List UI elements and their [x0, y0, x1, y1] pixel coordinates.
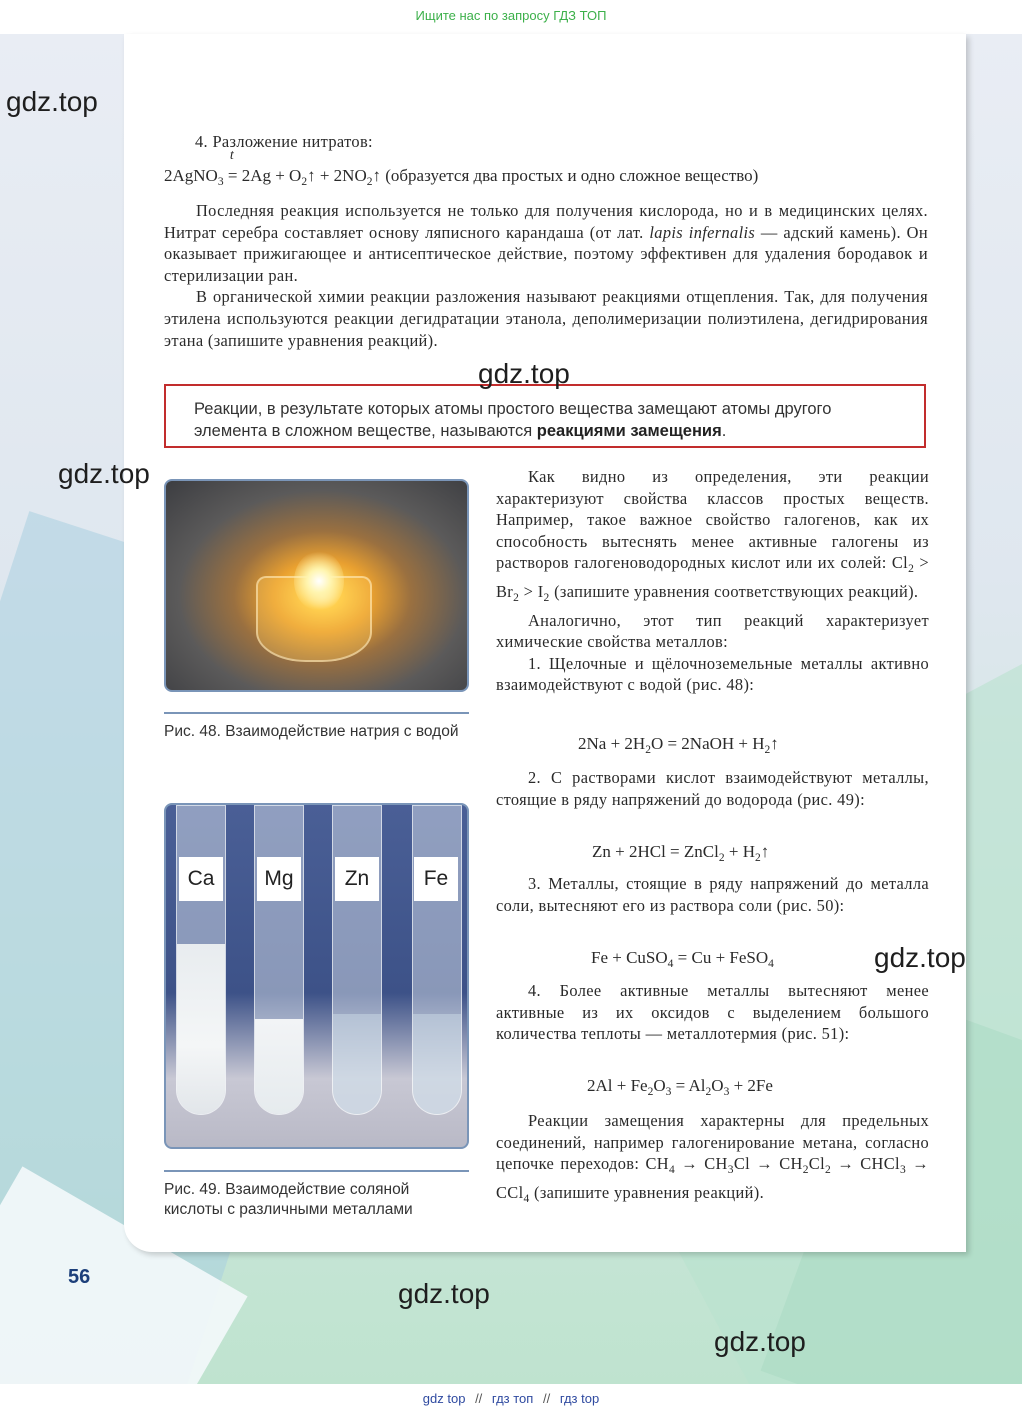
figure-49-caption: Рис. 49. Взаимодействие соляной кислоты с различными металлами	[164, 1181, 413, 1218]
page-number: 56	[68, 1266, 91, 1288]
paragraph-text: 4. Более активные металлы вытесняют менее активные из их оксидов с выделением большого количества теплоты — металлотермия (рис. 51):	[496, 981, 929, 1044]
search-hint-bar	[0, 0, 1022, 34]
watermark: gdz.top	[714, 1326, 806, 1357]
tube-label-zn: Zn	[335, 857, 379, 901]
watermark: gdz.top	[6, 86, 98, 117]
definition-box	[164, 384, 926, 448]
equation-note: (образуется два простых и одно сложное вещество)	[385, 166, 759, 185]
watermark: gdz.top	[58, 458, 150, 489]
footer-link[interactable]: гдз топ	[491, 1391, 534, 1406]
metallothermy-paragraph	[496, 980, 929, 1045]
definition-term: реакциями замещения	[536, 422, 722, 440]
watermark: gdz.top	[478, 358, 570, 389]
caption-divider	[164, 1170, 469, 1172]
footer-bar	[0, 1384, 1022, 1416]
watermark: gdz.top	[398, 1278, 490, 1309]
paragraph-text: Последняя реакция используется не только для получения кислорода, но и в медицинских целях. Нитрат серебра составляет основу ляписного карандаша (от лат.	[164, 201, 928, 242]
caption-divider	[164, 712, 469, 714]
organic-paragraph: В органической химии реакции разложения называют реакциями отщепления. Так, для получения этилена используются реакции дегидратации этанола, деполимеризации полиэтилена, дегидрирования этана (запишите уравнения реакций).	[164, 287, 928, 350]
tube-label-fe: Fe	[414, 857, 458, 901]
equation-iron-copper: Fe + CuSO$_4$ = Cu + FeSO$_4$	[591, 948, 774, 970]
test-tube-zn	[332, 805, 382, 1115]
paragraph-text: Реакции замещения характерны для предельных соединений, например галогенирование метана, согласно цепочке переходов:	[496, 1111, 929, 1174]
figure-48-caption: Рис. 48. Взаимодействие натрия с водой	[164, 723, 459, 740]
paragraph-text: — адский камень). Он оказывает прижигающее и антисептическое действие, поэтому эффективен для удаления бородавок и стерилизации ран.	[164, 222, 928, 285]
section-heading: 4. Разложение нитратов:	[195, 132, 373, 151]
paragraph-text: 3. Металлы, стоящие в ряду напряжений до металла соли, вытесняют его из раствора соли (рис. 50):	[496, 874, 929, 915]
watermark: gdz.top	[874, 942, 966, 973]
right-column-text: Как видно из определения, эти реакции характеризуют свойства классов простых веществ. Например, такое важное свойство галогенов, как их способность вытеснять менее активные галогены из растворов галогеноводородных кислот или их солей: $Cl_2 > Br_2 > I_2$ (запишите уравнения соответствующих реакций). Аналогично, этот тип реакций характеризует химические свойства металлов: 1. Щелочные и щёлочноземельные металлы активно взаимодействуют с водой (рис. 48):	[496, 467, 929, 695]
footer-separator: //	[475, 1391, 483, 1406]
figure-48-sodium-water	[164, 479, 469, 692]
footer-link[interactable]: гдз top	[559, 1391, 600, 1406]
search-hint-text: Ищите нас по запросу ГДЗ ТОП	[415, 8, 607, 23]
equation-zinc-acid: Zn + 2HCl = ZnCl$_2$ + $H_2↑$	[592, 842, 770, 864]
test-tube-fe	[412, 805, 462, 1115]
tube-label-ca: Ca	[179, 857, 223, 901]
test-tube-mg	[254, 805, 304, 1115]
salt-paragraph	[496, 873, 929, 916]
tube-label-mg: Mg	[257, 857, 301, 901]
footer-separator: //	[542, 1391, 551, 1406]
equation-nitrate-decomposition: 2AgNO$_3$ = t $2Ag + O_2↑$ + $2NO_2↑$ (образуется два простых и одно сложное вещество)	[164, 148, 759, 188]
acid-paragraph	[496, 767, 929, 810]
flame-glow	[294, 551, 344, 611]
equation-sodium-water: $2Na + 2H_2O$ = 2NaOH + $H_2↑$	[578, 734, 779, 756]
paragraph-text: Аналогично, этот тип реакций характеризует химические свойства металлов:	[496, 610, 929, 652]
definition-end: .	[721, 422, 727, 440]
paragraph-text: Как видно из определения, эти реакции характеризуют свойства классов простых веществ. Например, такое важное свойство галогенов, как их способность вытеснять менее активные галогены из растворов галогеноводородных кислот или их солей:	[496, 467, 929, 573]
test-tube-ca	[176, 805, 226, 1115]
equation-aluminothermy: $2Al + Fe_2O_3 = Al_2O_3 + 2Fe$	[587, 1076, 773, 1098]
paragraph-text: (запишите уравнения соответствующих реакций).	[554, 581, 919, 601]
paragraph-text: 2. С растворами кислот взаимодействуют металлы, стоящие в ряду напряжений до водорода (рис. 49):	[496, 768, 929, 809]
medical-paragraph	[164, 200, 928, 351]
footer-link[interactable]: gdz top	[422, 1391, 466, 1406]
definition-text: Реакции, в результате которых атомы простого вещества замещают атомы другого элемента в сложном веществе, называются	[194, 400, 832, 440]
condition-label: t	[229, 148, 234, 163]
methane-paragraph: Реакции замещения характерны для предельных соединений, например галогенирование метана, согласно цепочке переходов: $CH_4 \to CH_3Cl \to CH_2Cl_2$ → CHCl$_3$ → CCl$_4$ (запишите уравнения реакций).	[496, 1111, 930, 1205]
figure-49-test-tubes	[164, 803, 469, 1149]
latin-term: lapis infernalis	[649, 222, 756, 242]
paragraph-text: (запишите уравнения реакций).	[534, 1182, 765, 1202]
paragraph-text: 1. Щелочные и щёлочноземельные металлы активно взаимодействуют с водой (рис. 48):	[496, 653, 929, 695]
